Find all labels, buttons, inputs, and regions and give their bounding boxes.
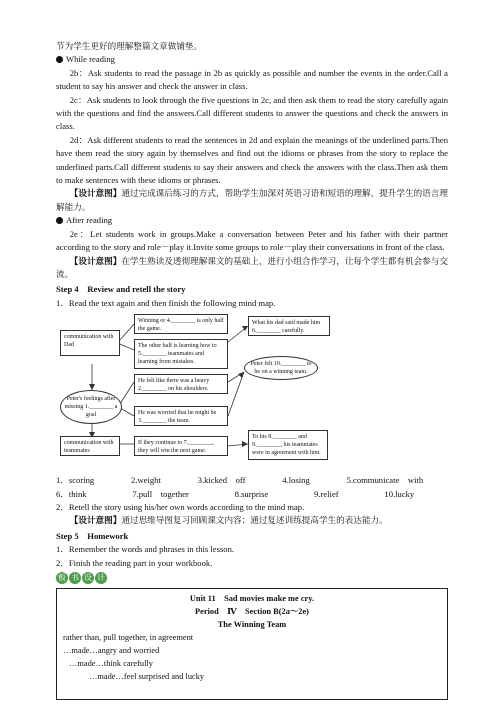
mm-worried: He was worried that he might be 3.________ the team. bbox=[134, 406, 228, 426]
answer-5: 5.communicate with bbox=[346, 475, 424, 486]
blackboard-design-box bbox=[56, 588, 448, 700]
while-reading-heading: While reading bbox=[56, 53, 448, 66]
document-page bbox=[56, 40, 448, 700]
mm-felt-heavy: He felt like there was a heavy 2.________ on his shoulders. bbox=[134, 374, 228, 394]
design-note-2: 【设计意图】在学生熟读及透彻理解课文的基础上，进行小组合作学习，让每个学生都有机会参与交流。 bbox=[56, 255, 448, 279]
board-design-badge: 板 书 设 计 bbox=[58, 572, 105, 582]
answer-6: 6．think bbox=[56, 488, 87, 499]
board-subtitle: The Winning Team bbox=[217, 619, 287, 629]
mm-continue: If they continue to 7.________, they will win the next game. bbox=[134, 436, 228, 456]
mm-to-his: To his 8.________ and 9.________, his teammates were in agreement with him. bbox=[248, 430, 328, 460]
mm-comm-dad: communication with Dad bbox=[60, 330, 120, 356]
answer-3: 3.kicked off bbox=[197, 475, 246, 486]
paragraph-2e: 2e：Let students work in groups.Make a conversation between Peter and his father with their partner according to the story and role－play it.Invite some groups to role－play their conversations in front of the class. bbox=[56, 228, 448, 253]
paragraph-2b: 2b：Ask students to read the passage in 2b as quickly as possible and number the events in the order.Call a student to say his answer and check the answer in class. bbox=[56, 67, 448, 92]
mm-peter-feelings: Peter's feelings after missing 1.________ a goal bbox=[60, 390, 122, 424]
board-title: Unit 11 Sad movies make me cry. bbox=[189, 593, 315, 603]
answer-1: 1．scoring bbox=[56, 475, 95, 486]
mm-other-half: The other half is learning how to 5.________ teammates and learning from mistakes. bbox=[134, 339, 228, 369]
board-line-3: …made…think carefully bbox=[69, 658, 153, 668]
board-line-4: …made…feel surprised and lucky bbox=[89, 671, 205, 681]
bullet-icon bbox=[56, 217, 63, 224]
mind-map bbox=[56, 312, 448, 472]
answers-row-2 bbox=[56, 488, 448, 501]
paragraph-2d: 2d：Ask different students to read the sentences in 2d and explain the meanings of the underlined parts.Then have them read the story again by themselves and find out the idioms or phrases from the story to replace the underlined parts.Call different students to say their answers and check the answers with the class.Then ask them to make sentences with these idioms or phrases. bbox=[56, 134, 448, 186]
design-note-3: 【设计意图】通过思维导图复习回顾课文内容；通过复述训练提高学生的表达能力。 bbox=[69, 515, 388, 526]
answer-4: 4.losing bbox=[282, 475, 310, 486]
mm-dad-made: What his dad said made him 6.________ carefully. bbox=[248, 316, 330, 336]
step4-item-2: 2．Retell the story using his/her own words according to the mind map. bbox=[56, 501, 305, 512]
mm-comm-team: communication with teammates bbox=[60, 436, 120, 456]
answer-8: 8.surprise bbox=[234, 488, 269, 499]
answer-7: 7.pull together bbox=[132, 488, 189, 499]
step4-item-1: 1．Read the text again and then finish the following mind map. bbox=[56, 297, 276, 308]
board-line-1: rather than, pull together, in agreement bbox=[63, 632, 194, 642]
after-reading-heading: After reading bbox=[56, 214, 448, 227]
answer-9: 9.relief bbox=[314, 488, 339, 499]
answer-2: 2.weight bbox=[131, 475, 161, 486]
board-period: Period Ⅳ Section B(2a～2e) bbox=[195, 606, 309, 616]
mm-winning: Winning or 4.________ is only half the game. bbox=[134, 314, 228, 334]
board-line-2: …made…angry and worried bbox=[63, 645, 160, 655]
step5-heading: Step 5 Homework bbox=[56, 530, 129, 541]
design-note-1: 【设计意图】通过完成课后练习的方式，帮助学生加深对英语习语和短语的理解，提升学生的语言理解能力。 bbox=[56, 188, 448, 212]
step5-item-2: 2．Finish the reading part in your workbook. bbox=[56, 557, 213, 568]
paragraph-2c: 2c：Ask students to look through the five questions in 2c, and then ask them to read the story carefully again with the questions and find the answers.Call different students to answer the questions and check the answers in class. bbox=[56, 94, 448, 132]
answers-row-1 bbox=[56, 474, 448, 487]
mm-felt-lucky: Peter felt 10.________ to be on a winning team. bbox=[244, 356, 318, 380]
paragraph-intro: 节为学生更好的理解整篇文章做铺垫。 bbox=[56, 41, 203, 51]
step5-item-1: 1．Remember the words and phrases in this lesson. bbox=[56, 544, 235, 555]
answer-10: 10.lucky bbox=[384, 488, 415, 499]
step4-heading: Step 4 Review and retell the story bbox=[56, 284, 186, 295]
bullet-icon bbox=[56, 56, 63, 63]
